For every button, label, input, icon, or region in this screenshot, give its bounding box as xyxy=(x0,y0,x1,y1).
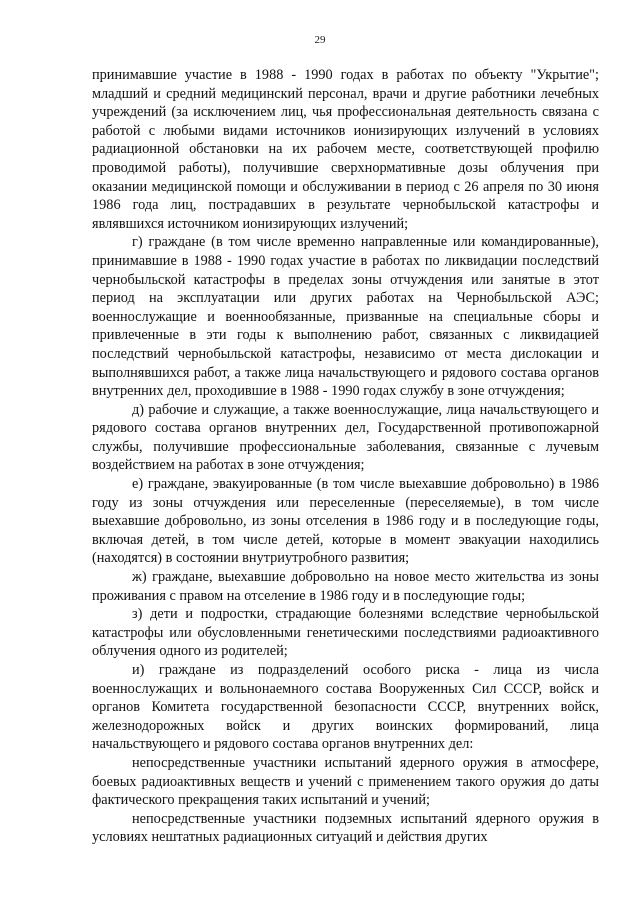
page-number: 29 xyxy=(314,34,326,46)
paragraph-sub-atmosphere: непосредственные участники испытаний ядерного оружия в атмосфере, боевых радиоактивных веществ и учений с применением такого оружия до даты фактического прекращения таких испытаний и учений; xyxy=(92,754,599,809)
paragraph-item-z: з) дети и подростки, страдающие болезнями вследствие чернобыльской катастрофы или обусловленными генетическими последствиями радиоактивного облучения одного из родителей; xyxy=(92,606,599,660)
paragraph-sub-underground: непосредственные участники подземных испытаний ядерного оружия в условиях нештатных радиационных ситуаций и действия других xyxy=(92,810,599,846)
paragraph-item-i: и) граждане из подразделений особого риска - лица из числа военнослужащих и вольнонаемного состава Вооруженных Сил СССР, войск и органов Комитета государственной безопасности СССР, внутренних войск, железнодорожных войск и других воинских формирований, лица начальствующего и рядового состава органов внутренних дел: xyxy=(92,662,599,753)
document-body xyxy=(92,66,599,847)
paragraph-item-e: е) граждане, эвакуированные (в том числе выехавшие добровольно) в 1986 году из зоны отчуждения или переселенные (переселяемые), в том числе выехавшие добровольно, из зоны отселения в 1986 году и в последующие годы, включая детей, в том числе детей, которые в момент эвакуации находились (находятся) в состоянии внутриутробного развития; xyxy=(92,476,599,567)
paragraph-item-zh: ж) граждане, выехавшие добровольно на новое место жительства из зоны проживания с правом на отселение в 1986 году и в последующие годы; xyxy=(92,569,599,604)
paragraph-continuation: принимавшие участие в 1988 - 1990 годах в работах по объекту "Укрытие"; младший и средний медицинский персонал, врачи и другие работники лечебных учреждений (за исключением лиц, чья профессиональная деятельность связана с работой с любыми видами источников ионизирующих излучений в условиях радиационной обстановки на их рабочем месте, соответствующей профилю проводимой работы), получившие сверхнормативные дозы облучения при оказании медицинской помощи и обслуживании в период с 26 апреля по 30 июня 1986 года лиц, пострадавших в результате чернобыльской катастрофы и являвшихся источником ионизирующих излучений; xyxy=(92,67,599,232)
paragraph-item-g: г) граждане (в том числе временно направленные или командированные), принимавшие в 1988 - 1990 годах участие в работах по ликвидации последствий чернобыльской катастрофы в пределах зоны отчуждения или занятые в этот период на эксплуатации или других работах на Чернобыльской АЭС; военнослужащие и военнообязанные, призванные на специальные сборы и привлеченные в эти годы к выполнению работ, связанных с ликвидацией последствий чернобыльской катастрофы, независимо от места дислокации и выполнявшихся работ, а также лица начальствующего и рядового состава органов внутренних дел, проходившие в 1988 - 1990 годах службу в зоне отчуждения; xyxy=(92,234,599,400)
paragraph-item-d: д) рабочие и служащие, а также военнослужащие, лица начальствующего и рядового состава органов внутренних дел, Государственной противопожарной службы, получившие профессиональные заболевания, связанные с лучевым воздействием на работах в зоне отчуждения; xyxy=(92,401,599,474)
